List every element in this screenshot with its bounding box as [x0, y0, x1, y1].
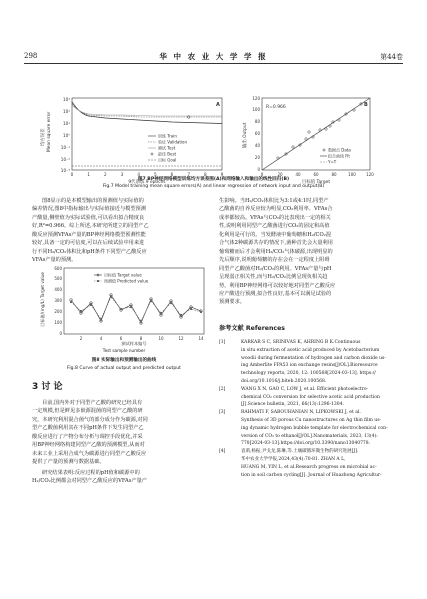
volume-label: 第44卷 [380, 53, 403, 61]
reference-line: 778[2024-03-13].https://doi.org/10.3390/nano13040778. [241, 441, 371, 447]
svg-text:100: 100 [54, 320, 62, 325]
svg-text:0: 0 [59, 331, 62, 336]
panel-b-xlabel: 目标值 Target [301, 180, 331, 184]
panel-a-ylabel-en: Mean square error [47, 111, 52, 152]
text-line: 提供了产量的预测与数据基础。 [32, 459, 105, 466]
legend-data: 数据点 Data [328, 147, 351, 153]
references-heading: 参考文献 References [219, 325, 285, 332]
panel-a-ytick: 10³ [62, 97, 70, 102]
journal-title: 华 中 农 业 大 学 学 报 [159, 52, 268, 61]
text-line: VFAs产量的预测。 [32, 257, 77, 264]
text-line: 一定规模,但是鲜见多嵌源混菌的同型产乙酸的研 [32, 408, 143, 415]
legend-best: 最佳 Best [158, 151, 177, 157]
text-line: 先后顺序,说明葡萄糖的存在会在一定程度上阻碍 [219, 257, 330, 264]
text-line: 行不同H₂/CO₂体积比和pH条件下同型产乙酸反应 [32, 248, 147, 255]
text-line: 酸反应预测VFAs产量的BP神经网络模型预测性能 [32, 231, 146, 238]
reference-line: version of CO₂ to ethanol[J/OL].Nanomaterials, 2023, 13(4): [241, 433, 378, 439]
panel-b-legend [320, 147, 351, 165]
panel-a-xtick: 7 [187, 172, 191, 177]
text-line: 究。本研究利用混合菌气的部分成分作为碳源,对同 [32, 416, 148, 423]
figure-7-svg [30, 92, 400, 184]
reference-line: tion in soil carbon cycling[J]. Journal of Huazhong Agricultur- [241, 472, 382, 478]
reference-line: RAHMATI F, SABOUHANIAN N, LIPKOWSKI J, et al. [241, 410, 361, 416]
text-line: 研究结果表明:反应过程的pH值和碳源中的 [42, 470, 140, 476]
svg-text:100: 100 [348, 172, 356, 177]
reference-line: KARKAR S C, SRINIVAS K, AHRING B K.Continuous [241, 340, 361, 345]
panel-a-xtick: 3 [120, 172, 124, 177]
figure-7-caption-en: Fig.7 Model training mean square errors(A) and linear regression of network input and output(B) [102, 184, 325, 189]
reference-item [219, 339, 399, 386]
svg-text:2: 2 [79, 336, 83, 341]
panel-a-xtick: 5 [153, 172, 157, 177]
panel-a-ytick: 10⁻³ [60, 168, 70, 173]
reference-list [219, 339, 399, 479]
svg-text:60: 60 [254, 131, 260, 136]
fig8-xlabel-en: Test sample number [102, 348, 146, 353]
svg-text:8: 8 [139, 336, 143, 341]
fig8-legend [94, 272, 149, 284]
figure-8 [34, 265, 214, 349]
text-line: 合气体2种碳源共存的情况下,菌种首先会大量利用 [219, 240, 333, 247]
running-header [24, 50, 403, 64]
text-line: 目前,国内外对于同型产乙酸的研究已经具有 [42, 400, 143, 406]
fig8-xlabel-cn: 测试样本编号 [121, 341, 147, 346]
legend-goal: 目标 Goal [158, 157, 177, 163]
text-line: 同型产乙酸菌对H₂/CO₂的利用。VFAs产量与pH [219, 265, 332, 272]
panel-a-xtick: 8 [203, 172, 207, 177]
panel-b-yticks [252, 96, 260, 172]
section-heading: 3 讨 论 [32, 382, 63, 392]
page-number: 298 [24, 52, 38, 60]
reference-line: 华中农业大学学报,2024,43(4):70-81. ZHAN A L, [241, 456, 346, 462]
svg-text:20: 20 [254, 155, 260, 160]
reference-line: ing dynamic hydrogen bubble template for electrochemical con- [241, 425, 388, 431]
panel-a-xtick: 9 [220, 172, 224, 177]
reference-line: 袁萌,杨振,尹戈龙,陈琳,等.土壤碳循环微生物的研究进展[J]. [241, 449, 359, 455]
panel-a-ytick: 10⁻¹ [60, 145, 70, 150]
svg-text:400: 400 [54, 287, 62, 292]
text-line: 偏差情况,图8中指标输出与实际值接近与模型预测 [32, 206, 146, 213]
legend-fit: 拟合曲线 Fit [328, 153, 350, 159]
text-line: 图8显示的是本模型输出的预测值与实际值的 [42, 198, 144, 204]
reference-line: ing Amberlite FPA53 ion exchange resins[J/OL].Bioresource [241, 363, 378, 369]
reference-line: Synthesis of 3D porous Cu nanostructures on Ag thin film us- [241, 417, 382, 423]
panel-a-test-curve [72, 105, 222, 116]
panel-b-ylabel: 输出 Output [243, 122, 248, 148]
reference-number: [2] [219, 386, 226, 392]
svg-text:12: 12 [178, 336, 184, 341]
header-rule [24, 63, 403, 64]
text-line: 型产乙酸菌利用其在不同pH条件下发生同型产乙 [32, 425, 144, 432]
legend-predicted: 预测值 Predicted value [104, 278, 149, 284]
panel-b-r-annotation: R=0.966 [266, 105, 286, 110]
panel-a-xtick: 6 [170, 172, 174, 177]
reference-item [219, 448, 399, 479]
left-paragraph-2 [32, 399, 212, 467]
panel-a-ytick: 10⁻² [60, 157, 70, 162]
figure-7 [30, 92, 400, 184]
text-line: 势。利用BP神经网络可以较好地对同型产乙酸反应 [219, 282, 336, 289]
panel-a-xtick: 2 [103, 172, 107, 177]
text-line: 性,说明利用同型产乙酸菌进行CO₂的固定和高值 [219, 223, 330, 230]
text-line: 化利用是可行的。当发酵液中葡萄糖和H₂/CO₂混 [219, 231, 332, 238]
svg-text:20: 20 [277, 172, 283, 177]
reference-line: in situ extraction of acetic acid produced by Acetobacterium [241, 347, 380, 353]
fig8-target-points [70, 294, 203, 325]
legend-train: 训练 Train [158, 133, 177, 139]
panel-a-legend [148, 133, 187, 163]
panel-a-train-curve [72, 102, 222, 124]
svg-text:600: 600 [54, 266, 62, 271]
reference-line: WANG X N, GAO C, LOW J, et al. Efficient photoelectro- [241, 386, 369, 392]
right-paragraph-1 [219, 197, 399, 307]
legend-test: 测试 Test [158, 145, 176, 151]
svg-text:500: 500 [54, 276, 62, 281]
svg-text:80: 80 [254, 119, 260, 124]
fig8-yticks [54, 266, 62, 336]
legend-validation: 验证 Validation [158, 139, 188, 145]
text-line: 乙酸菌的自养反应较为明显,CO₂利用率、VFAs合 [219, 206, 333, 213]
svg-text:100: 100 [252, 107, 260, 112]
figure-7-caption-cn: 图7 BP神经网络模型训练均方误差图(A)和网络输入和输出的线性回归(B) [137, 177, 290, 182]
svg-text:10: 10 [158, 336, 164, 341]
svg-text:80: 80 [331, 172, 337, 177]
panel-a-xtick: 0 [70, 172, 74, 177]
text-line: 好,R²=0.966。综上所述,本研究所建立的同型产乙 [32, 223, 149, 230]
svg-text:6: 6 [119, 336, 123, 341]
svg-text:40: 40 [254, 143, 260, 148]
panel-a-validation-curve [72, 104, 222, 117]
panel-a-xtick: 1 [87, 172, 91, 177]
legend-target: 目标值 Target value [104, 272, 142, 278]
svg-text:120: 120 [252, 96, 260, 101]
reference-line: doi.org/10.1016/j.biteb.2020.100568. [241, 378, 327, 384]
text-line: 用BP神经网络构建同型产乙酸的预测模型,从而对 [32, 442, 145, 449]
fig8-ylabel: 目标值/(mg/L) Target value [40, 272, 45, 327]
panel-a-frame [72, 98, 222, 170]
reference-item [219, 409, 399, 448]
svg-text:300: 300 [54, 298, 62, 303]
figure-8-caption-cn: 图8 实际输出和预测输出的曲线 [91, 358, 157, 363]
left-paragraph-3 [32, 469, 212, 486]
text-line: 产酸量,侧壁值为实际试验值,可以看出拟合精度良 [32, 214, 145, 221]
reference-line: technology reports, 2020, 12: 100568[2024-03-13]. https:// [241, 371, 376, 377]
reference-line: chemical CO₂ conversion for selective acetic acid production [241, 394, 380, 400]
fig8-target-line [71, 295, 201, 323]
text-line: 呈现弱正相关性,而与H₂/CO₂比例呈现负相关趋 [219, 274, 328, 281]
panel-a-yticks [61, 97, 71, 173]
text-line: 未来工业上采用合成气为碳源进行同型产乙酸反应 [32, 450, 147, 457]
text-line: H₂/CO₂比例都会对同型产乙酸反应的VFAs产量产 [32, 478, 147, 485]
reference-number: [4] [219, 449, 226, 455]
panel-a-tag: A [216, 102, 220, 108]
figure-8-caption-en: Fig.8 Curve of actual output and predicted output [67, 366, 181, 371]
panel-a-ytick: 10¹ [62, 121, 70, 126]
svg-text:40: 40 [295, 172, 301, 177]
text-line: 生影响。当H₂/CO₂体积比为3:1或4:1时,同型产 [219, 198, 329, 204]
panel-a-ytick: 10⁰ [62, 133, 70, 138]
svg-text:4: 4 [99, 336, 103, 341]
figure-8-svg [34, 265, 214, 349]
panel-b-tag: B [364, 102, 368, 108]
svg-text:60: 60 [313, 172, 319, 177]
panel-a-ylabel: 均方误差 [41, 128, 46, 146]
reference-line: [J].Science bulletin, 2021, 66(13):1296-1304. [241, 402, 344, 408]
fig8-predicted-points [70, 296, 202, 322]
reference-number: [1] [219, 340, 226, 345]
reference-line: woodii during fermentation of hydrogen and carbon dioxide us- [241, 355, 386, 361]
svg-text:200: 200 [54, 309, 62, 314]
text-line: 应产酸进行预测,拟合性良好,基本可以满足试验的 [219, 290, 332, 297]
text-line: 预测要求。 [219, 299, 245, 306]
panel-a-xtick: 4 [137, 172, 141, 177]
fig8-predicted-line [71, 297, 201, 321]
text-line: 葡萄糖而后才会利用H₂/CO₂气体碳源,出现明显的 [219, 248, 333, 255]
panel-a-xlabel: 9代训练 9 epochs [128, 180, 166, 184]
reference-number: [3] [219, 410, 226, 416]
svg-text:120: 120 [366, 172, 374, 177]
panel-a-ytick: 10² [62, 109, 70, 114]
svg-text:0: 0 [257, 167, 260, 172]
reference-item [219, 386, 399, 409]
legend-yt: Y=T [328, 159, 337, 165]
text-line: 酸反应进行了产物分布分析与调控手段优化,并采 [32, 433, 143, 440]
svg-text:0: 0 [260, 172, 264, 177]
svg-text:14: 14 [198, 336, 204, 341]
reference-line: HUANG M, YIN L, et al.Research progress on microbial ac- [241, 464, 377, 470]
text-line: 较好,具备一定的可信度,可以在后续试验中用来进 [32, 240, 145, 247]
text-line: 成率都较高。VFAs与CO₂的比表现出一定的相关 [219, 214, 331, 221]
left-paragraph-1 [32, 197, 212, 265]
